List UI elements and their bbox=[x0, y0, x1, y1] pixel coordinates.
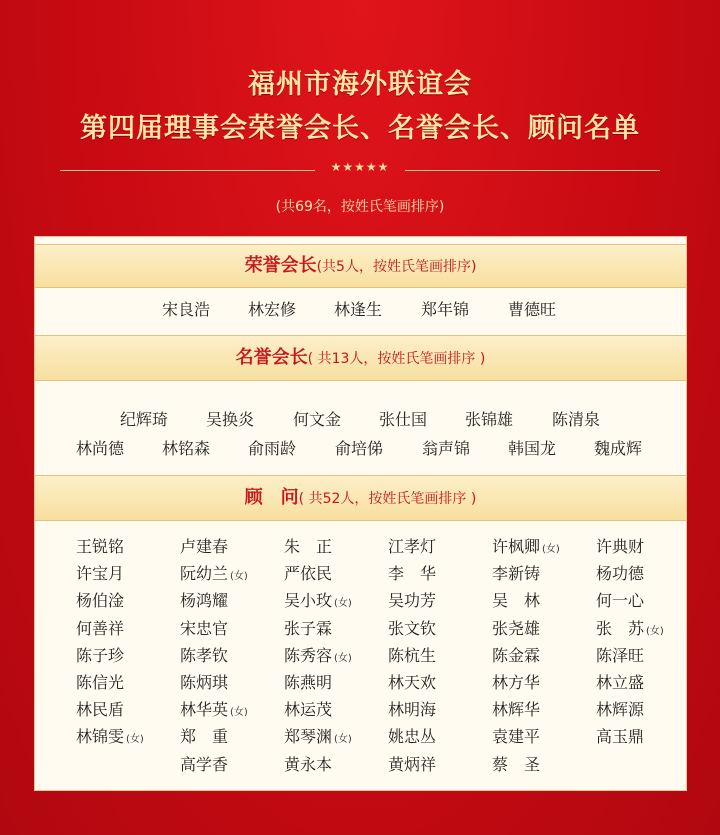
advisor-name: 林辉华 bbox=[492, 700, 541, 720]
list-item bbox=[76, 561, 124, 584]
female-mark: (女) bbox=[334, 598, 352, 610]
section-names-honorary-president bbox=[35, 297, 686, 327]
list-item bbox=[596, 724, 644, 747]
section-title: 顾 问 bbox=[244, 487, 299, 508]
list-item bbox=[596, 561, 644, 584]
list-item bbox=[284, 561, 332, 584]
female-mark: (女) bbox=[334, 734, 352, 746]
list-item bbox=[284, 670, 332, 693]
advisor-name: 吴功芳 bbox=[388, 591, 437, 611]
list-item bbox=[76, 724, 144, 747]
list-item bbox=[388, 588, 436, 611]
list-item: 翁声锦 bbox=[422, 439, 471, 458]
list-item bbox=[180, 561, 248, 584]
advisor-name: 严依民 bbox=[284, 564, 333, 584]
list-item bbox=[180, 724, 228, 747]
list-item bbox=[284, 752, 332, 775]
advisor-name: 杨功德 bbox=[596, 564, 645, 584]
list-item: 林宏修 bbox=[248, 300, 297, 319]
list-item bbox=[388, 534, 436, 557]
advisor-name: 吴 林 bbox=[492, 591, 541, 611]
title-line-2: 第四届理事会荣誉会长、名誉会长、顾问名单 bbox=[80, 113, 640, 144]
list-item bbox=[180, 697, 248, 720]
list-item bbox=[388, 561, 436, 584]
list-item bbox=[596, 588, 644, 611]
section-note: ( 共13人，按姓氏笔画排序 ) bbox=[307, 351, 486, 367]
section-title: 名誉会长 bbox=[235, 347, 308, 368]
advisor-name: 李 华 bbox=[388, 564, 437, 584]
list-item: 俞雨龄 bbox=[248, 439, 297, 458]
list-item bbox=[284, 588, 352, 611]
advisor-name: 何善祥 bbox=[76, 618, 125, 638]
list-item: 郑年锦 bbox=[421, 300, 470, 319]
advisor-name: 陈燕明 bbox=[284, 673, 333, 692]
stars-icon: ★★★★★ bbox=[330, 160, 390, 174]
list-item bbox=[596, 670, 644, 693]
advisor-name: 黄永本 bbox=[284, 754, 333, 774]
female-mark: (女) bbox=[646, 625, 664, 637]
list-item: 韩国龙 bbox=[508, 439, 557, 458]
list-item bbox=[492, 724, 540, 747]
advisor-name: 宋忠官 bbox=[180, 618, 229, 638]
advisor-name: 陈秀容 bbox=[284, 645, 333, 665]
advisor-name: 许宝月 bbox=[76, 564, 125, 584]
list-item bbox=[492, 697, 540, 720]
section-note: ( 共52人，按姓氏笔画排序 ) bbox=[298, 491, 477, 507]
advisor-name: 陈子珍 bbox=[76, 645, 125, 665]
advisor-name: 林辉源 bbox=[596, 700, 645, 720]
list-item bbox=[596, 643, 644, 666]
list-item bbox=[492, 534, 560, 557]
advisor-name: 江孝灯 bbox=[388, 537, 437, 556]
list-item: 曹德旺 bbox=[508, 300, 557, 319]
advisor-name: 林锦雯 bbox=[76, 727, 125, 747]
list-item: 林尚德 bbox=[76, 439, 125, 458]
list-item: 林逢生 bbox=[334, 300, 383, 319]
female-mark: (女) bbox=[230, 707, 248, 719]
section-note: (共5人，按姓氏笔画排序) bbox=[316, 259, 477, 275]
advisor-name: 林方华 bbox=[492, 673, 541, 692]
advisor-name: 陈炳琪 bbox=[180, 673, 229, 692]
female-mark: (女) bbox=[334, 652, 352, 664]
list-item: 吴换炎 bbox=[206, 410, 255, 429]
advisor-name: 高学香 bbox=[180, 754, 229, 774]
advisor-name: 高玉鼎 bbox=[596, 727, 645, 747]
list-item bbox=[76, 534, 124, 557]
advisor-name: 许典财 bbox=[596, 537, 645, 556]
advisor-name: 张子霖 bbox=[284, 618, 333, 638]
advisor-name: 李新铸 bbox=[492, 564, 541, 584]
advisor-name: 林民盾 bbox=[76, 700, 125, 720]
list-item bbox=[492, 588, 540, 611]
list-item bbox=[180, 616, 228, 639]
advisor-name: 郑 重 bbox=[180, 727, 229, 747]
list-item bbox=[76, 697, 124, 720]
list-item bbox=[388, 752, 436, 775]
list-item bbox=[76, 670, 124, 693]
section-names-honorary-chairman bbox=[35, 407, 686, 467]
list-card bbox=[34, 236, 687, 791]
list-item bbox=[76, 643, 124, 666]
list-item: 陈清泉 bbox=[552, 410, 601, 429]
advisor-name: 朱 正 bbox=[284, 537, 333, 556]
list-item: 宋良浩 bbox=[162, 300, 211, 319]
advisor-name: 陈泽旺 bbox=[596, 645, 645, 665]
list-item bbox=[492, 643, 540, 666]
section-header-honorary-chairman bbox=[35, 335, 686, 381]
list-item bbox=[284, 534, 332, 557]
list-item: 俞培俤 bbox=[335, 439, 384, 458]
advisor-name: 陈信光 bbox=[76, 673, 125, 692]
list-item bbox=[180, 588, 228, 611]
list-item bbox=[388, 670, 436, 693]
advisor-name: 林运茂 bbox=[284, 700, 333, 720]
list-item bbox=[284, 697, 332, 720]
list-item bbox=[284, 616, 332, 639]
list-item bbox=[180, 643, 228, 666]
list-item bbox=[76, 616, 124, 639]
list-item: 何文金 bbox=[293, 410, 342, 429]
advisor-name: 郑琴渊 bbox=[284, 727, 333, 747]
list-item bbox=[492, 616, 540, 639]
advisor-name: 阮幼兰 bbox=[180, 564, 229, 584]
advisor-name: 林天欢 bbox=[388, 673, 437, 692]
advisor-name: 陈金霖 bbox=[492, 645, 541, 665]
advisor-name: 卢建春 bbox=[180, 537, 229, 556]
list-item bbox=[388, 616, 436, 639]
list-item bbox=[492, 752, 540, 775]
list-item bbox=[284, 643, 352, 666]
list-item bbox=[596, 697, 644, 720]
title-line-1: 福州市海外联谊会 bbox=[248, 69, 472, 100]
section-names-advisor bbox=[35, 534, 686, 779]
female-mark: (女) bbox=[542, 544, 560, 555]
list-item: 纪辉琦 bbox=[120, 410, 169, 429]
subtitle: (共69名，按姓氏笔画排序) bbox=[275, 199, 445, 215]
list-item bbox=[180, 534, 228, 557]
list-item: 张仕国 bbox=[379, 410, 428, 429]
advisor-name: 杨鸿耀 bbox=[180, 591, 229, 611]
advisor-name: 张尧雄 bbox=[492, 618, 541, 638]
list-item: 魏成辉 bbox=[594, 439, 643, 458]
advisor-name: 吴小玫 bbox=[284, 591, 333, 611]
advisor-name: 林华英 bbox=[180, 700, 229, 720]
list-item bbox=[180, 670, 228, 693]
list-item: 林铭森 bbox=[162, 439, 211, 458]
advisor-name: 姚忠丛 bbox=[388, 727, 437, 747]
list-item bbox=[388, 643, 436, 666]
advisor-name: 陈孝钦 bbox=[180, 645, 229, 665]
advisor-name: 许枫卿 bbox=[492, 537, 541, 556]
advisor-name: 林明海 bbox=[388, 700, 437, 720]
list-item bbox=[596, 534, 644, 557]
list-item bbox=[388, 697, 436, 720]
list-item bbox=[180, 752, 228, 775]
list-item bbox=[76, 588, 124, 611]
list-item bbox=[492, 670, 540, 693]
female-mark: (女) bbox=[230, 571, 248, 583]
advisor-name: 杨伯淦 bbox=[76, 591, 125, 611]
list-item bbox=[388, 724, 436, 747]
list-item bbox=[284, 724, 352, 747]
advisor-name: 张文钦 bbox=[388, 618, 437, 638]
advisor-name: 袁建平 bbox=[492, 727, 541, 747]
divider-line-right bbox=[405, 170, 660, 171]
advisor-name: 蔡 圣 bbox=[492, 754, 541, 774]
section-header-honorary-president bbox=[35, 244, 686, 288]
advisor-name: 何一心 bbox=[596, 591, 645, 611]
advisor-name: 王锐铭 bbox=[76, 537, 125, 556]
star-divider bbox=[60, 160, 660, 177]
advisor-name: 张 苏 bbox=[596, 618, 645, 638]
advisor-name: 林立盛 bbox=[596, 673, 645, 692]
section-title: 荣誉会长 bbox=[244, 255, 317, 276]
female-mark: (女) bbox=[126, 734, 144, 746]
list-item: 张锦雄 bbox=[465, 410, 514, 429]
list-item bbox=[492, 561, 540, 584]
advisor-name: 陈杭生 bbox=[388, 645, 437, 665]
list-item bbox=[596, 616, 664, 639]
advisor-name: 黄炳祥 bbox=[388, 754, 437, 774]
section-header-advisor bbox=[35, 475, 686, 521]
